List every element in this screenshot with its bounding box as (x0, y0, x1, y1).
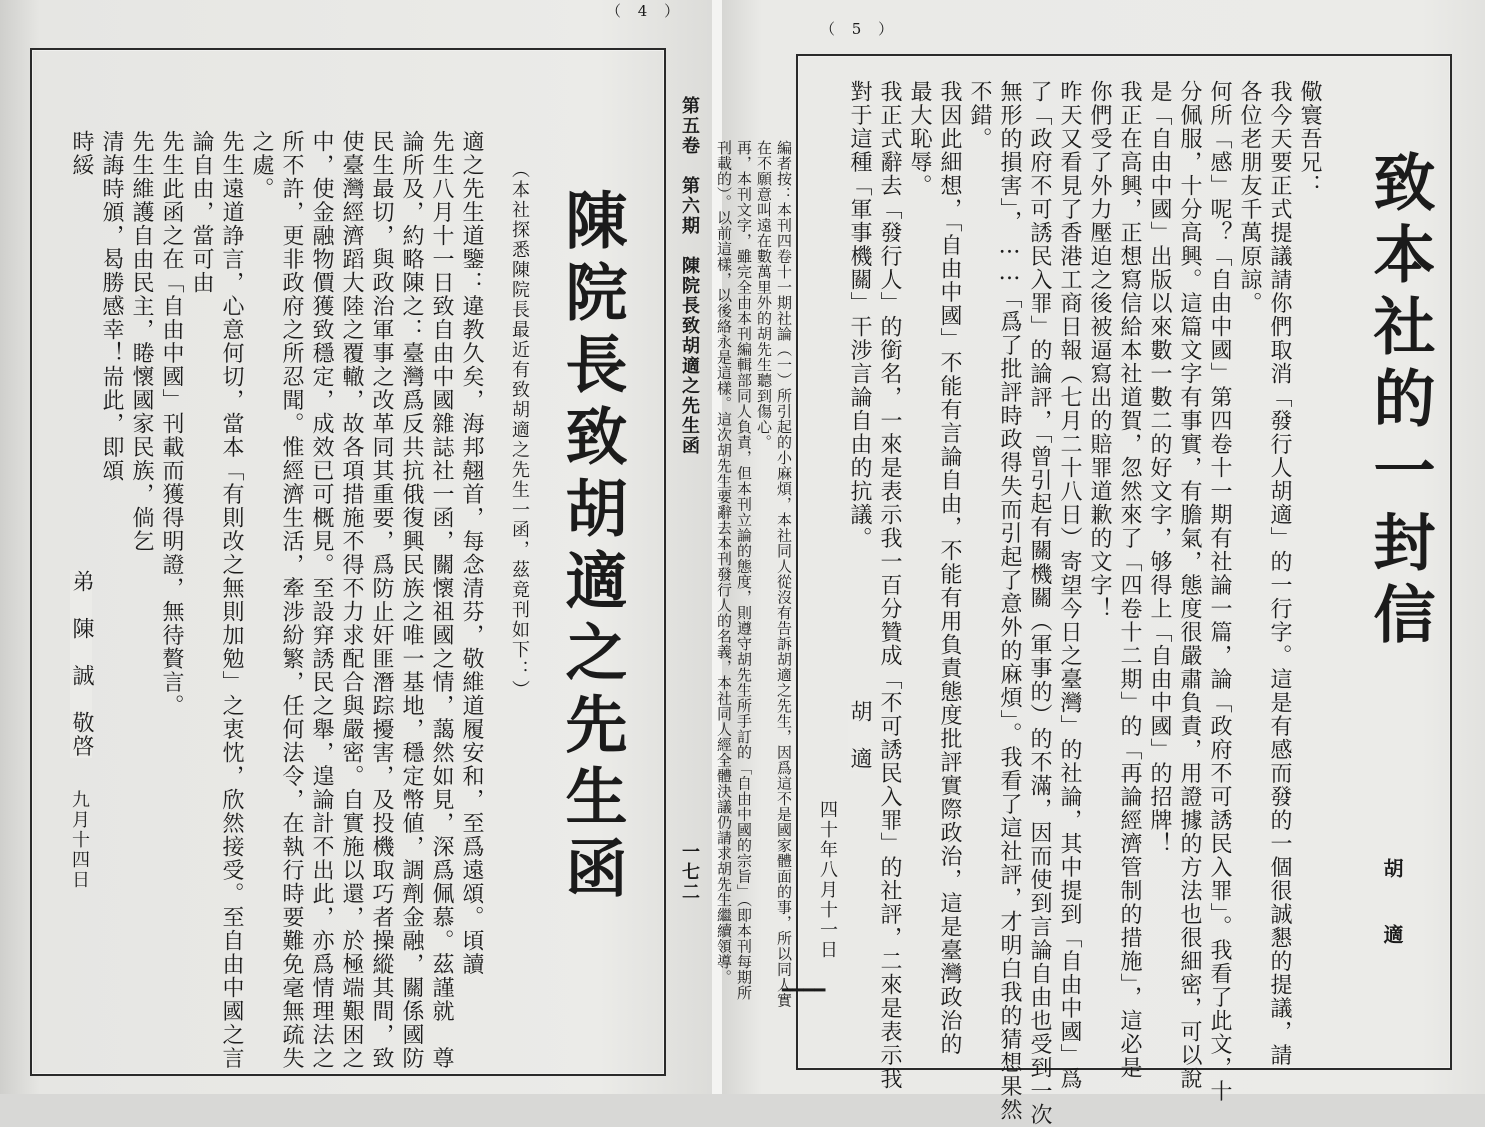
page-number: （ 5 ） (820, 20, 900, 38)
body-column: 何所「感」呢？「自由中國」第四卷十一期有社論一篇，論「政府不可誘民入罪」。我看了此文，十 (1207, 80, 1232, 1103)
ornament: ━━━━ (782, 980, 826, 1001)
body-column: 我因此細想，「自由中國」不能有言論自由，不能有用負責態度批評實際政治，這是臺灣政治的 (937, 80, 962, 1056)
body-column: 先生八月十一日致自由中國雜誌社一函，關懷祖國之情，藹然如見，深爲佩慕。茲謹就 尊 (429, 130, 454, 1070)
author: 胡 適 (1380, 858, 1404, 946)
body-column: 無形的損害」，……「爲了批評時政得失而引起了意外的麻煩」。我看了這社評，才明白我的猜想果然 (997, 80, 1022, 1122)
editor-note-column: 刊載的）。以前這樣，以後絡永是這樣。這次胡先生要辭去本刊發行人的名義，本社同人經全體決議仍請求胡先生繼續領導。 (715, 140, 733, 985)
page-number: （ 4 ） (606, 2, 686, 20)
body-column: 先生維護自由民主，睠懷國家民族，倘乞 (129, 130, 154, 553)
body-column: 不錯。 (967, 80, 992, 151)
folio: 一七二 (679, 842, 700, 902)
body-column: 儆寰吾兄： (1297, 80, 1322, 198)
body-column: 對于這種「軍事機關」干涉言論自由的抗議。 (847, 80, 872, 550)
sign-name: 胡 適 (847, 700, 872, 771)
body-column: 論自由，當可由 (189, 130, 214, 295)
body-column: 最大恥辱。 (907, 80, 932, 198)
body-column: 你們受了外力壓迫之後被逼寫出的賠罪道歉的文字！ (1087, 80, 1112, 621)
right-page (715, 0, 1485, 1127)
body-column: 時綏 (69, 130, 94, 177)
body-column: 我正在高興，正想寫信給本社道賀，忽然來了「四卷十二期」的「再論經濟管制的措施」，這必是 (1117, 80, 1142, 1080)
editor-note-column: 在不願意叫遠在數萬里外的胡先生聽到傷心。 (755, 140, 773, 450)
sign-date: 四十年八月十一日 (817, 800, 838, 960)
editor-note-column: 再，本刊文字，雖完全由本刊編輯部同人負責，但本刊立論的態度，則遵守胡先生所手訂的「自由中國的宗旨」（即本刊每期所 (735, 140, 753, 1001)
signature: 弟 陳 誠 敬啓 (69, 570, 94, 758)
body-column: 論所及，約略陳之：臺灣爲反共抗俄復興民族之唯一基地，穩定幣値，調劑金融，關係國防 (399, 130, 424, 1070)
body-column: 昨天又看見了香港工商日報（七月二十八日）寄望今日之臺灣」的社論，其中提到「自由中國」爲 (1057, 80, 1082, 1091)
article-subtitle: （本社探悉陳院長最近有致胡適之先生一函，茲竟刊如下：） (509, 160, 530, 700)
body-column: 是「自由中國」出版以來數一數二的好文字，够得上「自由中國」的招牌！ (1147, 80, 1172, 856)
body-column: 各位老朋友千萬原諒。 (1237, 80, 1262, 315)
body-column: 適之先生道鑒：違教久矣，海邦翹首，每念清芬，敬維道履安和，至爲遠頌。頃讀 (459, 130, 484, 976)
body-column: 先生此函之在「自由中國」刊載而獲得明證，無待贅言。 (159, 130, 184, 718)
body-column: 我今天要正式提議請你們取消「發行人胡適」的一行字。這是有感而發的一個很誠懇的提議，請 (1267, 80, 1292, 1067)
margin-header: 第五卷 第六期 陳院長致胡適之先生函 (679, 96, 700, 456)
body-column: 分佩服，十分高興。這篇文字有事實，有膽氣，態度很嚴肅負責，用證據的方法也很細密，可以說 (1177, 80, 1202, 1091)
body-column: 民生最切，與政治軍事之改革同其重要，爲防止奸匪潛踪擾害，及投機取巧者操縱其間，致 (369, 130, 394, 1070)
body-column: 中，使金融物價獲致穩定，成效已可概見。至設穽誘民之舉，遑論計不出此，亦爲情理法之 (309, 130, 334, 1070)
body-column: 我正式辭去「發行人」的銜名，一來是表示我一百分贊成「不可誘民入罪」的社評，二來是表示我 (877, 80, 902, 1091)
left-page (0, 0, 712, 1094)
editor-note-column: 編者按：本刊四卷十一期社論（一）所引起的小麻煩，本社同人從沒有告訴胡適之先生，因爲這不是國家體面的事，所以同人實 (775, 140, 793, 1008)
article-title: 陳院長致胡適之先生函 (555, 188, 628, 908)
body-column: 了「政府不可誘民入罪」的論評，「曾引起有關機關（軍事的）的不滿，因而使到言論自由也受到一次 (1027, 80, 1052, 1127)
body-column: 清誨時頒，曷勝感幸！耑此，即頌 (99, 130, 124, 483)
article-title: 致本社的一封信 (1363, 150, 1436, 654)
body-column: 使臺灣經濟蹈大陸之覆轍，故各項措施不得不力求配合與嚴密。自實施以還，於極端艱困之 (339, 130, 364, 1070)
date: 九月十四日 (69, 790, 90, 890)
body-column: 所不許，更非政府之所忍聞。惟經濟生活，牽涉紛繁，任何法令，在執行時要難免毫無疏失 (279, 130, 304, 1070)
body-column: 之處。 (249, 130, 274, 201)
body-column: 先生遠道諍言，心意何切，當本「有則改之無則加勉」之衷忱，欣然接受。至自由中國之言 (219, 130, 244, 1070)
